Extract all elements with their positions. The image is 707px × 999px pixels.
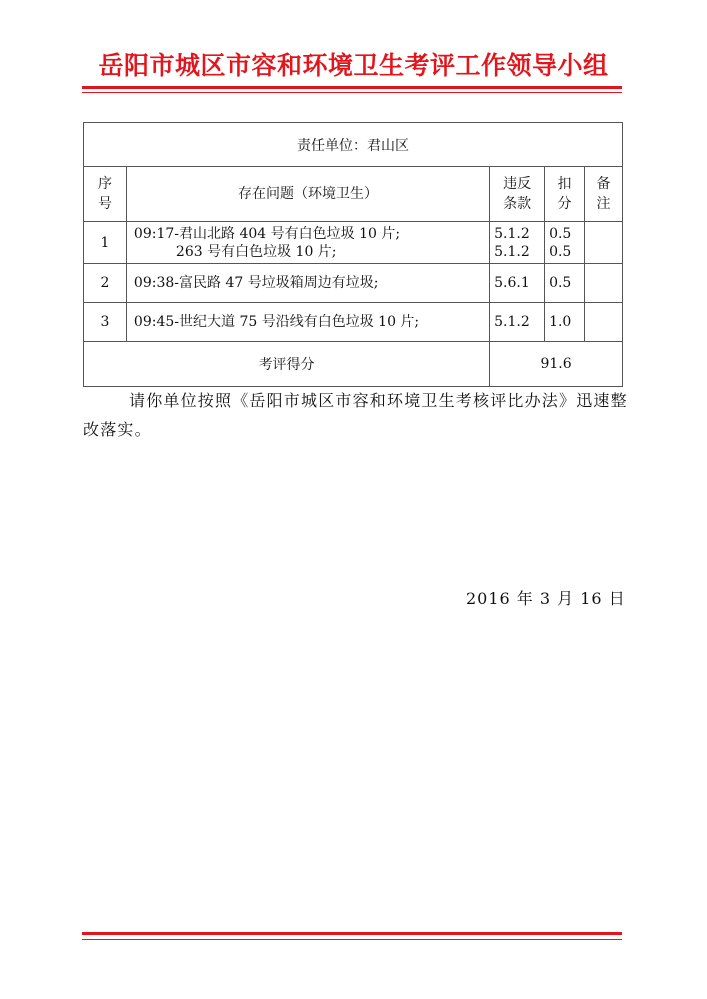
points-line: 0.5 (549, 243, 572, 260)
header-no-line: 号 (97, 196, 112, 212)
header-issue: 存在问题（环境卫生） (126, 167, 489, 222)
row-issue: 09:38-富民路 47 号垃圾箱周边有垃圾; (126, 264, 489, 303)
inspection-table (83, 122, 623, 387)
header-clause-line: 条款 (503, 196, 532, 212)
row-remark (585, 264, 623, 303)
header-remark-line: 注 (596, 196, 611, 212)
table-row (84, 264, 623, 303)
header-points-line: 扣 (557, 176, 572, 192)
header-remark (585, 167, 623, 222)
points-line: 0.5 (549, 225, 572, 242)
header-rule-thin (82, 92, 622, 93)
clause-line: 5.1.2 (494, 243, 530, 260)
responsible-unit-row (84, 123, 623, 167)
issue-line-text: 263 号有白色垃圾 10 片; (175, 243, 337, 260)
clause-line: 5.1.2 (494, 225, 530, 242)
header-remark-line: 备 (596, 176, 611, 192)
row-issue: 09:45-世纪大道 75 号沿线有白色垃圾 10 片; (126, 303, 489, 342)
row-issue (126, 222, 489, 264)
table-row (84, 222, 623, 264)
footer-rule-thick (82, 932, 622, 935)
table-row (84, 303, 623, 342)
header-clause (490, 167, 545, 222)
row-no: 1 (84, 222, 127, 264)
row-clause: 5.6.1 (490, 264, 545, 303)
instruction-paragraph (83, 386, 628, 444)
issue-line: 09:17-君山北路 404 号有白色垃圾 10 片; (133, 225, 401, 242)
header-no-line: 序 (97, 176, 112, 192)
table-header-row (84, 167, 623, 222)
row-clause (490, 222, 545, 264)
header-points (545, 167, 585, 222)
header-points-line: 分 (557, 196, 572, 212)
instruction-text: 请你单位按照《岳阳市城区市容和环境卫生考核评比办法》迅速整改落实。 (83, 391, 628, 439)
row-points: 0.5 (545, 264, 585, 303)
row-no: 3 (84, 303, 127, 342)
responsible-unit: 责任单位：君山区 (84, 123, 623, 167)
footer-rule-thin (82, 939, 622, 940)
header-clause-line: 违反 (503, 176, 532, 192)
row-remark (585, 303, 623, 342)
row-no: 2 (84, 264, 127, 303)
row-clause: 5.1.2 (490, 303, 545, 342)
header-rule-thick (82, 86, 622, 89)
row-points (545, 222, 585, 264)
total-score: 91.6 (490, 342, 623, 387)
total-row (84, 342, 623, 387)
row-remark (585, 222, 623, 264)
row-points: 1.0 (545, 303, 585, 342)
header-no (84, 167, 127, 222)
issue-line (134, 243, 489, 261)
total-label: 考评得分 (84, 342, 490, 387)
issue-date: 2016 年 3 月 16 日 (466, 589, 626, 608)
document-title: 岳阳市城区市容和环境卫生考评工作领导小组 (98, 51, 609, 80)
